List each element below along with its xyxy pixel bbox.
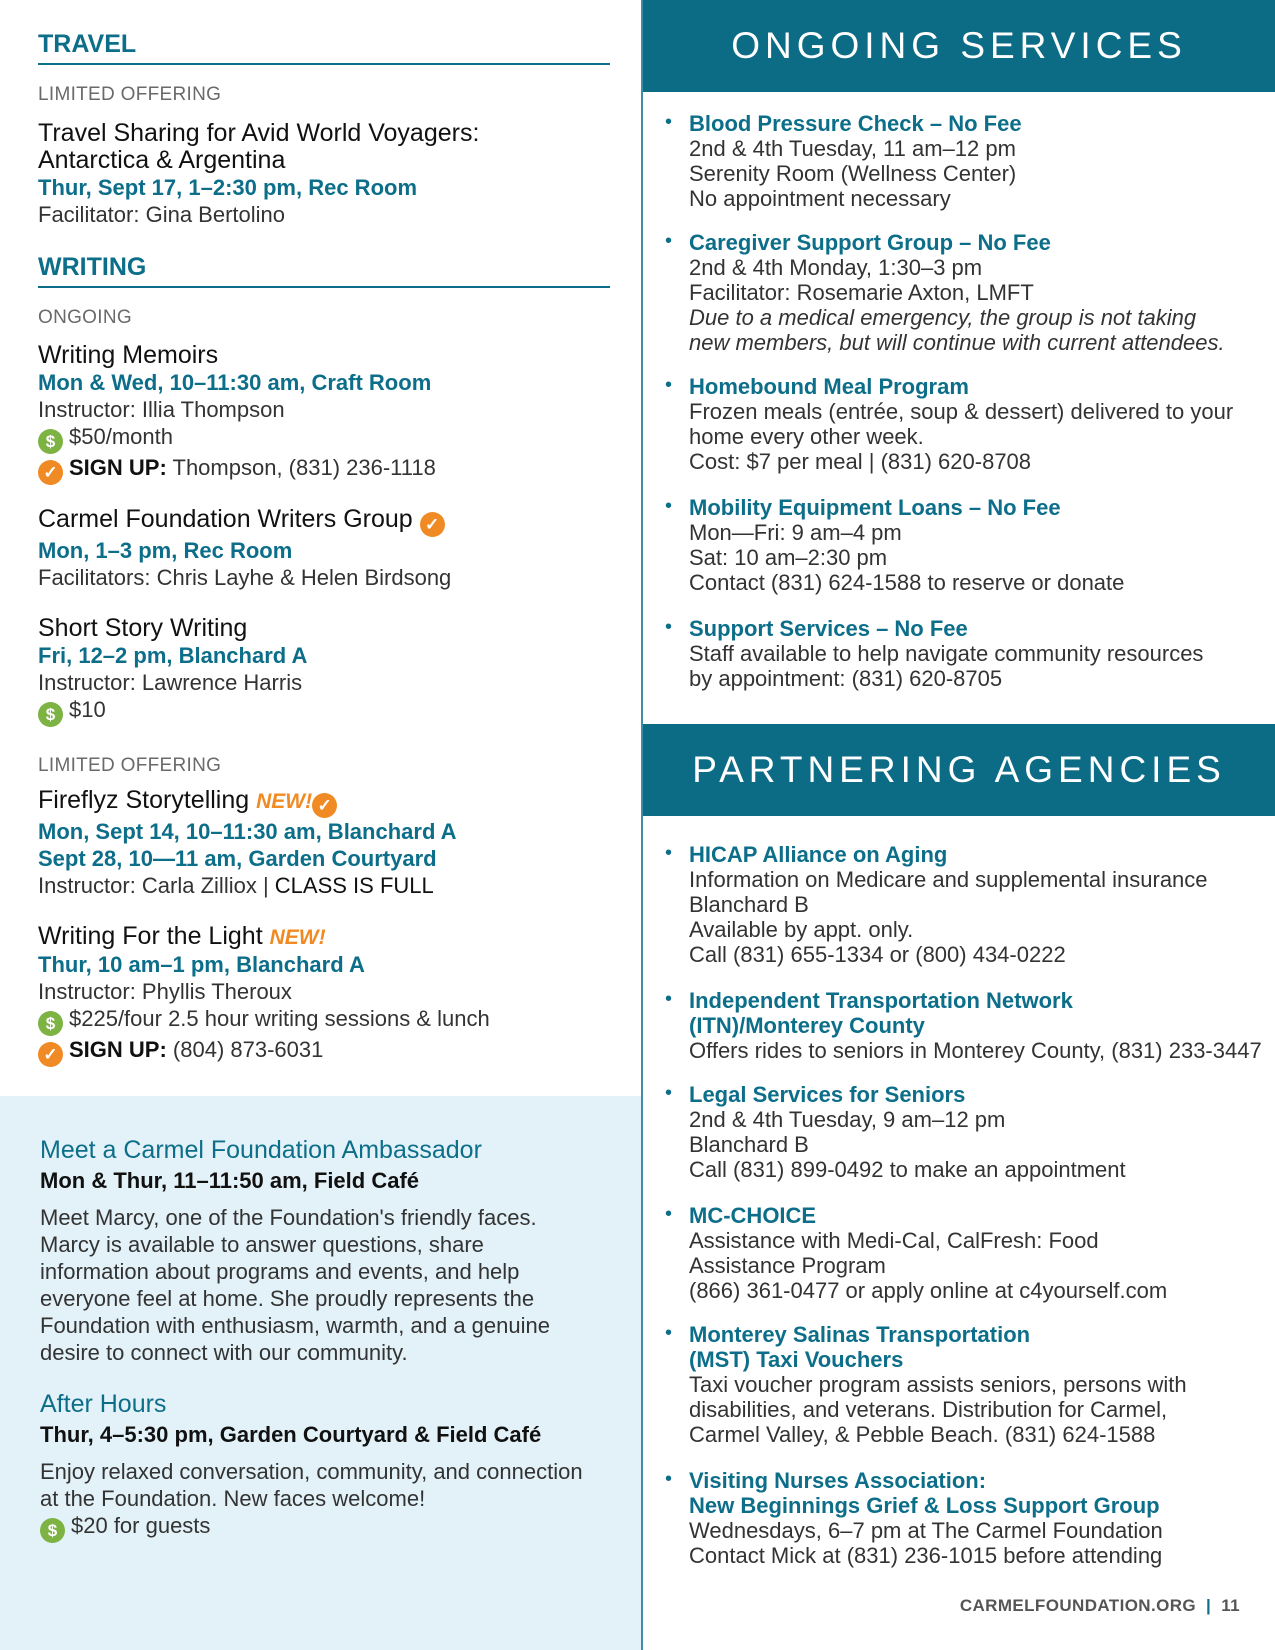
agency-line: (866) 361-0477 or apply online at c4yourself.com [689,1278,1168,1303]
entry-instructor [38,872,618,899]
page-footer [960,1596,1240,1616]
entry-title [38,923,618,951]
service-title: Mobility Equipment Loans – No Fee [689,495,1061,520]
travel-entry [38,120,618,228]
check-icon: ✓ [38,460,63,485]
entry-price [38,696,618,727]
service-line: Frozen meals (entrée, soup & dessert) delivered to your [689,399,1234,424]
agency-line: Taxi voucher program assists seniors, persons with [689,1372,1187,1397]
agency-line: Offers rides to seniors in Monterey County, (831) 233-3447 [689,1038,1262,1063]
bullet-icon: • [665,111,673,133]
agency-title-line2: (ITN)/Monterey County [689,1013,925,1038]
entry-title: Writing Memoirs [38,341,219,369]
writing-light-entry [38,923,618,1067]
bullet-icon: • [665,1322,673,1344]
agency-line: disabilities, and veterans. Distribution for Carmel, [689,1397,1168,1422]
after-hours-body [40,1458,610,1543]
entry-when-2: Sept 28, 10—11 am, Garden Courtyard [38,846,437,871]
service-note: new members, but will continue with current attendees. [689,330,1225,355]
service-item-mobility [665,495,1265,595]
entry-facilitator: Facilitator: Gina Bertolino [38,202,285,227]
entry-title [38,506,618,537]
entry-instructor: Instructor: Illia Thompson [38,397,285,422]
bullet-icon: • [665,1468,673,1490]
body-line: Marcy is available to answer questions, share [40,1232,484,1257]
entry-when: Thur, Sept 17, 1–2:30 pm, Rec Room [38,175,418,200]
writing-memoirs-entry [38,342,618,485]
signup-value: (804) 873-6031 [166,1037,324,1062]
agency-line: Contact Mick at (831) 236-1015 before attending [689,1543,1163,1568]
bullet-icon: • [665,842,673,864]
service-line: No appointment necessary [689,186,951,211]
writers-group-entry [38,506,618,591]
fireflyz-entry [38,787,618,899]
new-badge: NEW! [269,926,326,949]
title-text: Fireflyz Storytelling [38,786,250,814]
agency-item-legal [665,1082,1265,1182]
service-title: Caregiver Support Group – No Fee [689,230,1051,255]
entry-price [38,1005,618,1036]
body-line: desire to connect with our community. [40,1340,408,1365]
body-line: at the Foundation. New faces welcome! [40,1486,426,1511]
service-line: home every other week. [689,424,924,449]
price-text: $20 for guests [71,1513,211,1538]
agency-line: Available by appt. only. [689,917,914,942]
footer-site: CARMELFOUNDATION.ORG [959,1596,1197,1615]
dollar-icon: $ [38,702,63,727]
entry-signup [38,454,618,485]
service-line: 2nd & 4th Monday, 1:30–3 pm [689,255,983,280]
price-text: $50/month [69,424,173,449]
dollar-icon: $ [38,429,63,454]
ambassador-when: Mon & Thur, 11–11:50 am, Field Café [40,1168,420,1193]
agency-line: Call (831) 655-1334 or (800) 434-0222 [689,942,1066,967]
bullet-icon: • [665,1082,673,1104]
agency-line: Blanchard B [689,892,809,917]
service-title: Blood Pressure Check – No Fee [689,111,1022,136]
entry-title: Short Story Writing [38,614,248,642]
entry-when: Mon, 1–3 pm, Rec Room [38,538,293,563]
signup-label: SIGN UP: [69,455,167,480]
check-icon: ✓ [312,793,337,818]
service-item-support [665,616,1265,691]
agency-title: MC-CHOICE [689,1203,817,1228]
service-line: by appointment: (831) 620-8705 [689,666,1003,691]
body-line: Foundation with enthusiasm, warmth, and a genuine [40,1313,550,1338]
title-text: Writing For the Light [38,922,263,950]
short-story-entry [38,615,618,727]
body-line: Meet Marcy, one of the Foundation's friendly faces. [40,1205,537,1230]
agency-item-itn [665,988,1265,1063]
service-item-homebound-meal [665,374,1265,474]
page-number: 11 [1221,1596,1240,1615]
agency-title: Visiting Nurses Association: [689,1468,987,1493]
entry-title-line2: Antarctica & Argentina [38,146,286,174]
entry-instructor: Instructor: Lawrence Harris [38,670,303,695]
agency-line: Wednesdays, 6–7 pm at The Carmel Foundation [689,1518,1163,1543]
agency-line: Assistance Program [689,1253,886,1278]
body-line: Enjoy relaxed conversation, community, and connection [40,1459,583,1484]
after-hours-price [40,1512,610,1543]
writing-kicker-ongoing: ONGOING [38,307,132,328]
agency-line: Assistance with Medi-Cal, CalFresh: Food [689,1228,1099,1253]
service-item-caregiver [665,230,1265,355]
agency-item-hicap [665,842,1265,967]
footer-separator: | [1206,1596,1212,1615]
agency-line: 2nd & 4th Tuesday, 9 am–12 pm [689,1107,1006,1132]
agency-title: Monterey Salinas Transportation [689,1322,1031,1347]
agency-title: HICAP Alliance on Aging [689,842,948,867]
entry-signup [38,1036,618,1067]
service-line: 2nd & 4th Tuesday, 11 am–12 pm [689,136,1016,161]
body-line: information about programs and events, and help [40,1259,520,1284]
agency-line: Call (831) 899-0492 to make an appointment [689,1157,1126,1182]
service-item-blood-pressure [665,111,1265,211]
check-icon: ✓ [38,1042,63,1067]
check-icon: ✓ [420,512,445,537]
entry-when: Fri, 12–2 pm, Blanchard A [38,643,308,668]
agency-item-mst [665,1322,1265,1447]
agency-item-mc-choice [665,1203,1265,1303]
agency-title: Independent Transportation Network [689,988,1073,1013]
service-line: Facilitator: Rosemarie Axton, LMFT [689,280,1034,305]
entry-facilitators: Facilitators: Chris Layhe & Helen Birdsong [38,565,452,590]
entry-instructor: Instructor: Phyllis Theroux [38,979,292,1004]
separator: | [256,873,275,898]
ambassador-box [0,1096,641,1650]
after-hours-title: After Hours [40,1390,167,1418]
bullet-icon: • [665,230,673,252]
instructor-text: Instructor: Carla Zilliox [38,873,257,898]
partnering-agencies-banner: PARTNERING AGENCIES [643,724,1275,816]
service-line: Sat: 10 am–2:30 pm [689,545,888,570]
service-title: Support Services – No Fee [689,616,968,641]
after-hours-when: Thur, 4–5:30 pm, Garden Courtyard & Field Café [40,1422,542,1447]
bullet-icon: • [665,495,673,517]
agency-item-vna [665,1468,1265,1568]
right-column [643,0,1275,1650]
signup-value: Thompson, (831) 236-1118 [166,455,436,480]
writing-kicker-limited: LIMITED OFFERING [38,755,222,776]
entry-when: Thur, 10 am–1 pm, Blanchard A [38,952,365,977]
dollar-icon: $ [38,1011,63,1036]
travel-heading: TRAVEL [38,30,610,65]
service-note: Due to a medical emergency, the group is not taking [689,305,1197,330]
entry-title [38,787,618,818]
entry-when: Mon, Sept 14, 10–11:30 am, Blanchard A [38,819,457,844]
service-line: Mon—Fri: 9 am–4 pm [689,520,902,545]
agency-line: Blanchard B [689,1132,809,1157]
entry-when: Mon & Wed, 10–11:30 am, Craft Room [38,370,432,395]
ongoing-services-banner: ONGOING SERVICES [643,0,1275,92]
writing-heading: WRITING [38,253,610,288]
agency-line: Information on Medicare and supplemental insurance [689,867,1208,892]
bullet-icon: • [665,1203,673,1225]
service-title: Homebound Meal Program [689,374,969,399]
signup-label: SIGN UP: [69,1037,167,1062]
new-badge: NEW! [256,790,313,813]
body-line: everyone feel at home. She proudly represents the [40,1286,535,1311]
entry-price [38,423,618,454]
agency-title: Legal Services for Seniors [689,1082,966,1107]
bullet-icon: • [665,988,673,1010]
ambassador-title: Meet a Carmel Foundation Ambassador [40,1136,482,1164]
travel-kicker: LIMITED OFFERING [38,84,222,105]
ambassador-body [40,1204,610,1366]
title-text: Carmel Foundation Writers Group [38,505,413,533]
agency-line: Carmel Valley, & Pebble Beach. (831) 624-1588 [689,1422,1156,1447]
service-line: Contact (831) 624-1588 to reserve or donate [689,570,1125,595]
service-line: Staff available to help navigate community resources [689,641,1204,666]
dollar-icon: $ [40,1518,65,1543]
service-line: Cost: $7 per meal | (831) 620-8708 [689,449,1032,474]
bullet-icon: • [665,616,673,638]
agency-title-line2: (MST) Taxi Vouchers [689,1347,904,1372]
service-line: Serenity Room (Wellness Center) [689,161,1017,186]
price-text: $10 [69,697,106,722]
agency-title-line2: New Beginnings Grief & Loss Support Group [689,1493,1160,1518]
entry-title: Travel Sharing for Avid World Voyagers: [38,119,480,147]
price-text: $225/four 2.5 hour writing sessions & lunch [69,1006,490,1031]
bullet-icon: • [665,374,673,396]
status-text: CLASS IS FULL [274,873,434,898]
